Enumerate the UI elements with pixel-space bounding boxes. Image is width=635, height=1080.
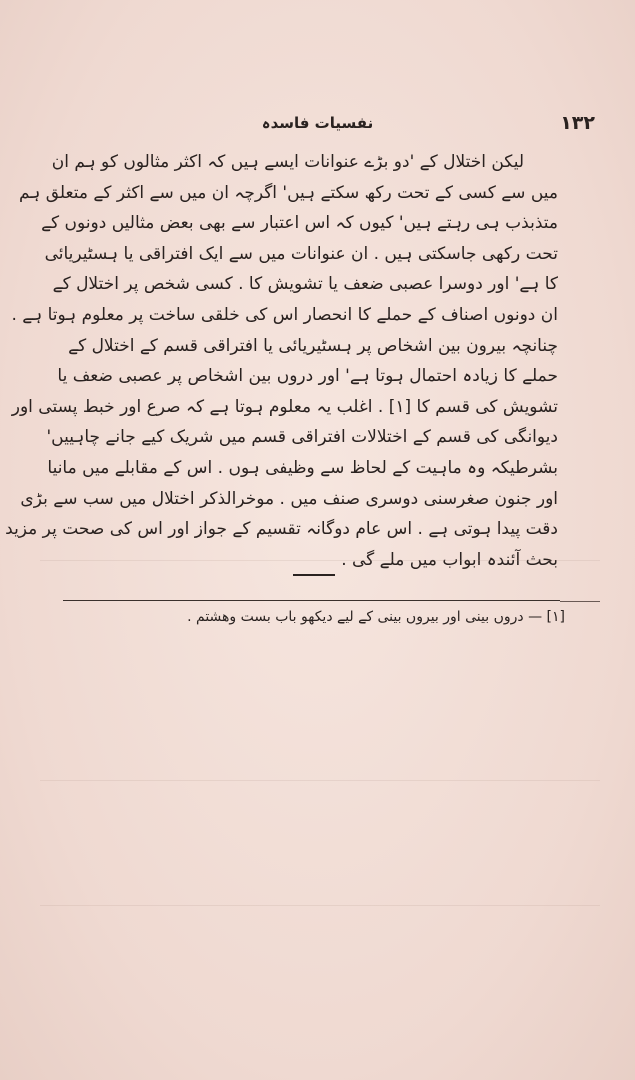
bleed-through-line bbox=[40, 560, 600, 561]
text-line: بحث آئندہ ابواب میں ملے گی . bbox=[341, 549, 558, 570]
text-line: ان دونوں اصناف کے حملے کا انحصار اس کی خلقی ساخت پر معلوم ہوتا ہے . bbox=[11, 304, 558, 325]
text-line: بشرطیکہ وہ ماہیت کے لحاظ سے وظیفی ہوں . اس کے مقابلے میں مانیا bbox=[47, 457, 558, 478]
text-line: لیکن اختلال کے 'دو بڑے عنوانات ایسے ہیں کہ اکثر مثالوں کو ہم ان bbox=[51, 152, 524, 172]
running-title: نفسیات فاسدہ bbox=[261, 114, 374, 132]
text-line: کا ہے' اور دوسرا عصبی ضعف یا تشویش کا . کسی شخص پر اختلال کے bbox=[52, 274, 558, 295]
text-line: چنانچہ بیرون بین اشخاص پر ہسٹیریائی یا افتراقی قسم کے اختلال کے bbox=[68, 335, 558, 356]
text-line: میں سے کسی کے تحت رکھ سکتے ہیں' اگرچہ ان میں سے اکثر کے متعلق ہم bbox=[19, 182, 558, 203]
text-line: دقت پیدا ہوتی ہے . اس عام دوگانہ تقسیم کے جواز اور اس کی صحت پر مزید bbox=[5, 519, 558, 540]
bleed-through-line bbox=[40, 905, 600, 906]
page-header bbox=[0, 112, 635, 136]
footnote-separator bbox=[63, 600, 560, 601]
text-line: تحت رکھی جاسکتی ہیں . ان عنوانات میں سے ایک افتراقی یا ہسٹیریائی bbox=[44, 243, 558, 264]
text-line: تشویش کی قسم کا [۱] . اغلب یہ معلوم ہوتا ہے کہ صرع اور خبط پستی اور bbox=[11, 396, 558, 417]
footnote: [۱] — دروں بینی اور بیروں بینی کے لیے دیکھو باب بست وهشتم . bbox=[187, 609, 565, 625]
bleed-through-line bbox=[40, 780, 600, 781]
text-line: متذبذب ہی رہتے ہیں' کیوں کہ اس اعتبار سے بھی بعض مثالیں دونوں کے bbox=[41, 213, 558, 234]
text-line: اور جنون صغرسنی دوسری صنف میں . موخرالذکر اختلال میں سب سے بڑی bbox=[20, 488, 558, 509]
text-line: دیوانگی کی قسم کے اختلالات افتراقی قسم میں شریک کیے جانے چاہییں' bbox=[46, 427, 558, 448]
body-paragraph bbox=[5, 147, 558, 575]
text-line: حملے کا زیادہ احتمال ہوتا ہے' اور دروں بین اشخاص پر عصبی ضعف یا bbox=[57, 366, 558, 387]
section-end-rule bbox=[293, 574, 335, 576]
footnote-separator-extension bbox=[560, 601, 600, 602]
page-number: ۱۳۲ bbox=[560, 112, 595, 134]
